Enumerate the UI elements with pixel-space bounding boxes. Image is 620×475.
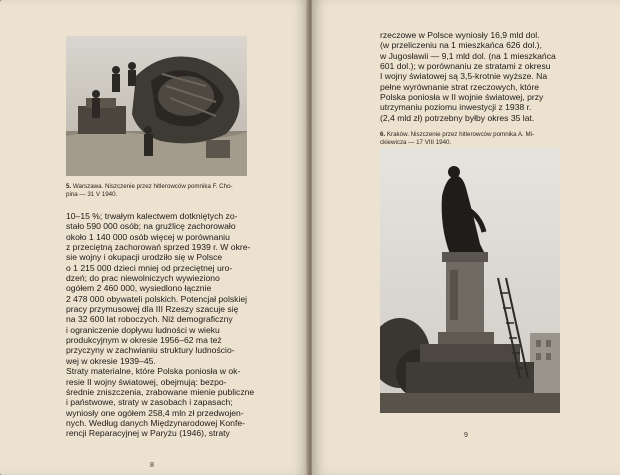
text-line: dzeń; do prac niewolniczych wywieziono (66, 273, 220, 284)
text-line: wyniosły one ogółem 258,4 mln zł przedwojen- (66, 407, 244, 418)
text-line: stało 590 000 osób; na gruźlicę zachorowało (66, 221, 236, 232)
text-line: 10–15 %; trwałym kalectwem dotkniętych zo- (66, 211, 238, 221)
text-line: i państwowe, straty w zasobach i zapasach; (66, 397, 233, 408)
text-line: w Jugosławii — 9,1 mld dol. (na 1 mieszkańca (380, 50, 556, 61)
text-line: (2,4 mld zł) potrzebny byłby okres 35 lat. (380, 112, 535, 123)
text-line: 601 dol.); w porównaniu ze stratami z okresu (380, 61, 551, 72)
text-line: Straty materialne, które Polska poniosła w ok- (66, 366, 241, 377)
text-line: z przeciętną zachorowań sprzed 1939 r. W okre- (66, 242, 251, 253)
caption-number: 5. (66, 183, 72, 190)
text-line: średnie zniszczenia, zrabowane mienie publiczne (66, 386, 255, 397)
caption-number: 6. (380, 131, 386, 138)
text-line: przyczyny w zachwianiu struktury ludnościo- (66, 345, 235, 356)
text-line: wej w okresie 1939–45. (66, 355, 156, 366)
text-line: nych. Według danych Międzynarodowej Konfe- (66, 417, 245, 428)
text-line: 2 478 000 obywateli polskich. Potencjał polskiej (66, 293, 248, 304)
text-line: rzeczowe w Polsce wyniosły 16,9 mld dol. (380, 30, 540, 40)
text-line: utrzymaniu poziomu inwestycji z 1938 r. (380, 102, 532, 113)
photo-mickiewicz-monument (380, 148, 560, 413)
left-page (0, 0, 308, 475)
text-line: na 32 600 lat roboczych. Niż demograficzny (66, 314, 233, 325)
text-line: resie II wojny światowej, obejmują: bezpo- (66, 376, 227, 387)
text-line: Polska poniosła w II wojnie światowej, przy (380, 92, 544, 103)
monument-destruction-image (66, 36, 247, 176)
text-line: sie wojny i okupacji urodziło się w Polsce (66, 252, 223, 263)
page-number-left: 8 (150, 462, 154, 469)
text-line: około 1 140 000 osób więcej w porównaniu (66, 231, 230, 242)
text-line: ogółem 2 460 000, wysiedlono łącznie (66, 283, 212, 294)
text-line: I wojny światowej są 3,5-krotnie wyższe. Na (380, 71, 548, 82)
caption-text-line2: ckiewicza — 17 VIII 1940. (380, 139, 452, 146)
right-page (312, 0, 620, 475)
right-body-text (380, 30, 606, 123)
text-line: rencji Reparacyjnej w Paryżu (1946), straty (66, 428, 230, 439)
monument-dismantling-image (380, 148, 560, 413)
text-line: pełne wyrównanie strat rzeczowych, które (380, 81, 540, 92)
caption-text-line1: Warszawa. Niszczenie przez hitlerowców pomnika F. Cho- (72, 183, 233, 190)
photo-chopin-monument (66, 36, 247, 176)
page-number-right: 9 (464, 432, 468, 439)
caption-photo-6 (380, 131, 580, 147)
caption-text-line1: Kraków. Niszczenie przez hitlerowców pomnika A. Mi- (386, 131, 535, 138)
caption-text-line2: pina — 31 V 1940. (66, 191, 118, 198)
text-line: o 1 215 000 dzieci mniej od przeciętnej uro- (66, 262, 233, 273)
caption-photo-5 (66, 183, 266, 199)
left-body-text (66, 211, 276, 439)
text-line: (w przeliczeniu na 1 mieszkańca 626 dol.), (380, 40, 542, 51)
text-line: i ograniczenie dopływu ludności w wieku (66, 324, 220, 335)
text-line: pracy przymusowej dla III Rzeszy szacuje się (66, 304, 239, 315)
text-line: produkcyjnym w okresie 1956–62 ma też (66, 335, 222, 346)
